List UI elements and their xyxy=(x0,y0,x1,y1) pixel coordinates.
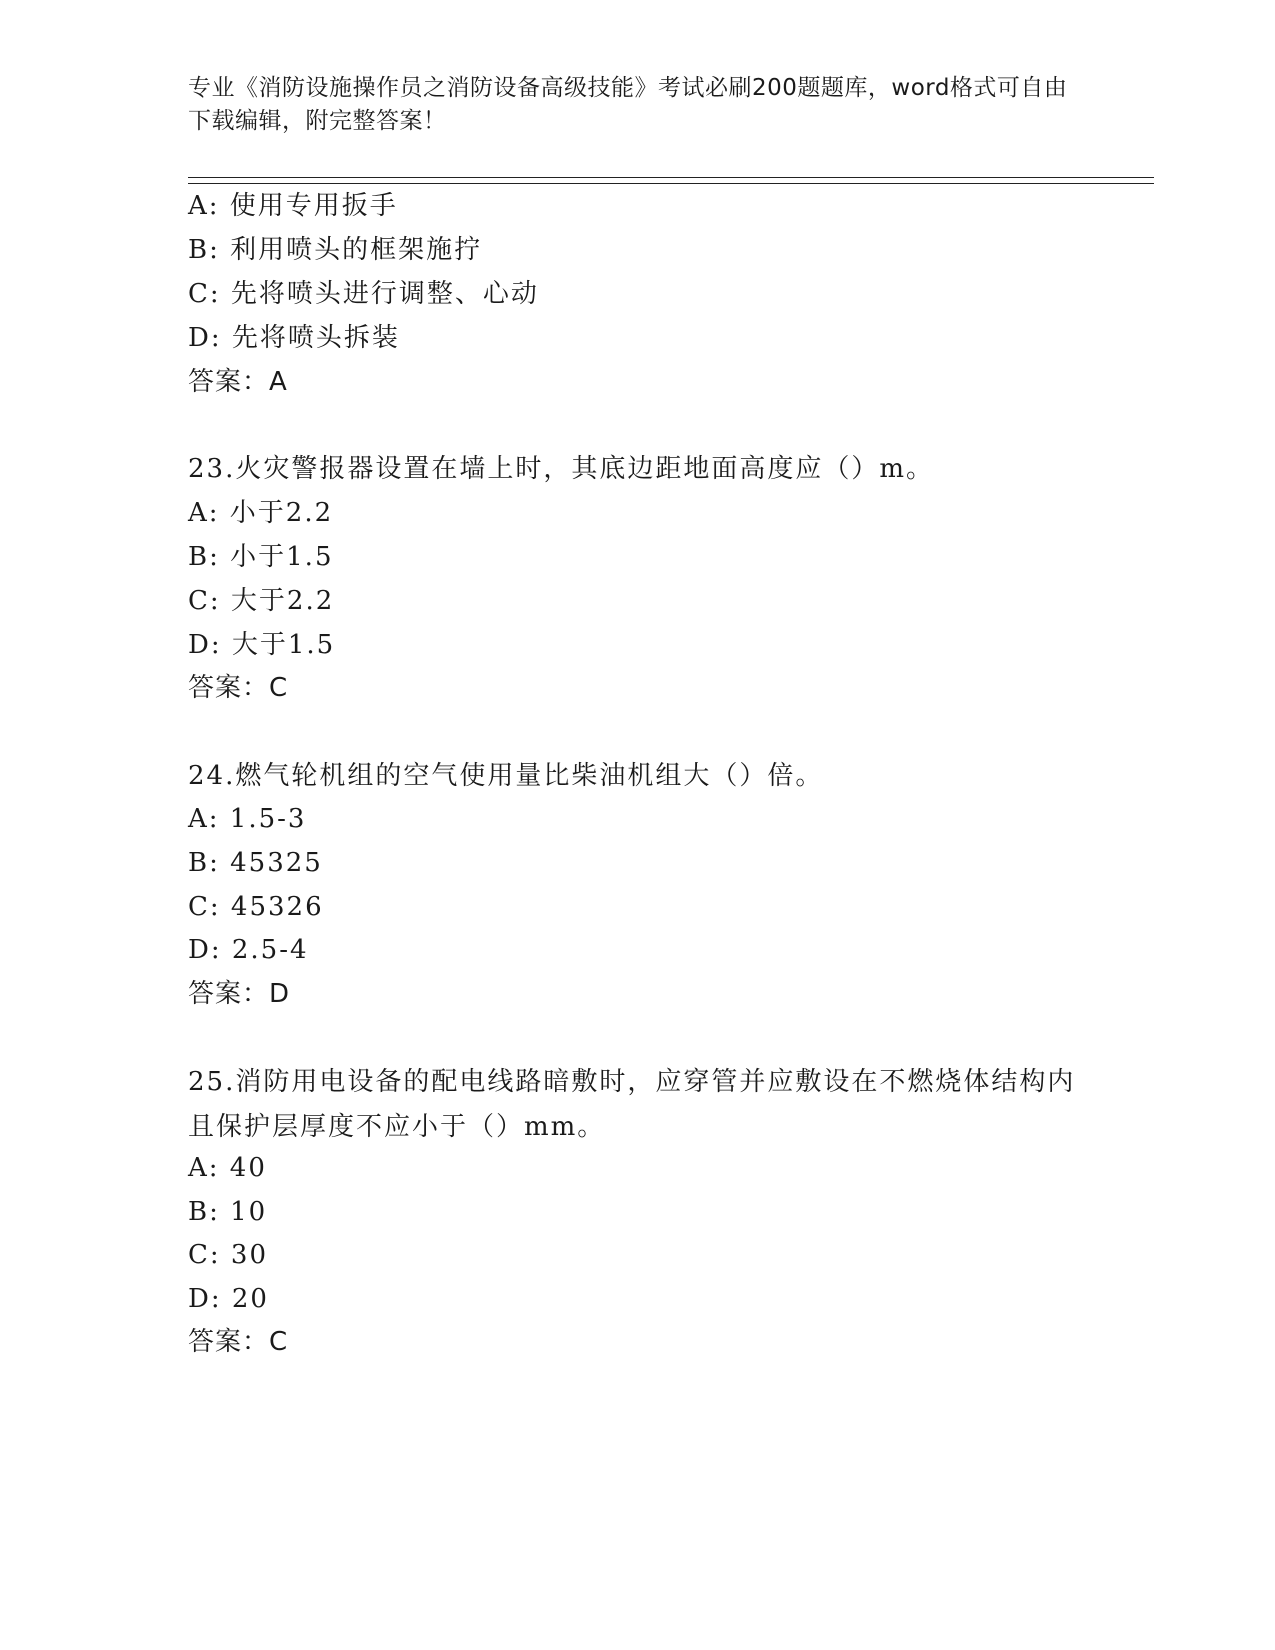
header-divider-top xyxy=(188,177,1154,178)
q23-option-d: D: 大于1.5 xyxy=(188,630,336,660)
q24-option-c: C: 45326 xyxy=(188,892,324,922)
q25-option-d: D: 20 xyxy=(188,1284,269,1314)
q22-option-a: A: 使用专用扳手 xyxy=(188,191,398,221)
q22-option-b: B: 利用喷头的框架施拧 xyxy=(188,235,483,265)
header-divider-bottom xyxy=(188,183,1154,184)
q24-question: 24.燃气轮机组的空气使用量比柴油机组大（）倍。 xyxy=(188,761,824,791)
q23-option-a: A: 小于2.2 xyxy=(188,498,334,528)
q22-option-d: D: 先将喷头拆装 xyxy=(188,323,400,353)
q24-option-a: A: 1.5-3 xyxy=(188,804,307,834)
q22-option-c: C: 先将喷头进行调整、心动 xyxy=(188,279,539,309)
q24-option-d: D: 2.5-4 xyxy=(188,935,309,965)
q25-question: 25.消防用电设备的配电线路暗敷时，应穿管并应敷设在不燃烧体结构内且保护层厚度不应小于（）mm。 xyxy=(188,1067,1076,1142)
q25-option-a: A: 40 xyxy=(188,1153,267,1183)
q25-answer: 答案：C xyxy=(188,1327,289,1357)
q23-question: 23.火灾警报器设置在墙上时，其底边距地面高度应（）m。 xyxy=(188,454,935,484)
q24-answer: 答案：D xyxy=(188,979,291,1009)
q22-answer: 答案：A xyxy=(188,367,288,397)
q23-option-b: B: 小于1.5 xyxy=(188,542,334,572)
q23-option-c: C: 大于2.2 xyxy=(188,586,335,616)
q25-option-b: B: 10 xyxy=(188,1197,268,1227)
q25-option-c: C: 30 xyxy=(188,1240,269,1270)
q24-option-b: B: 45325 xyxy=(188,848,323,878)
q23-answer: 答案：C xyxy=(188,673,289,703)
document-header: 专业《消防设施操作员之消防设备高级技能》考试必刷200题题库，word格式可自由下载编辑，附完整答案！ xyxy=(188,75,1068,134)
